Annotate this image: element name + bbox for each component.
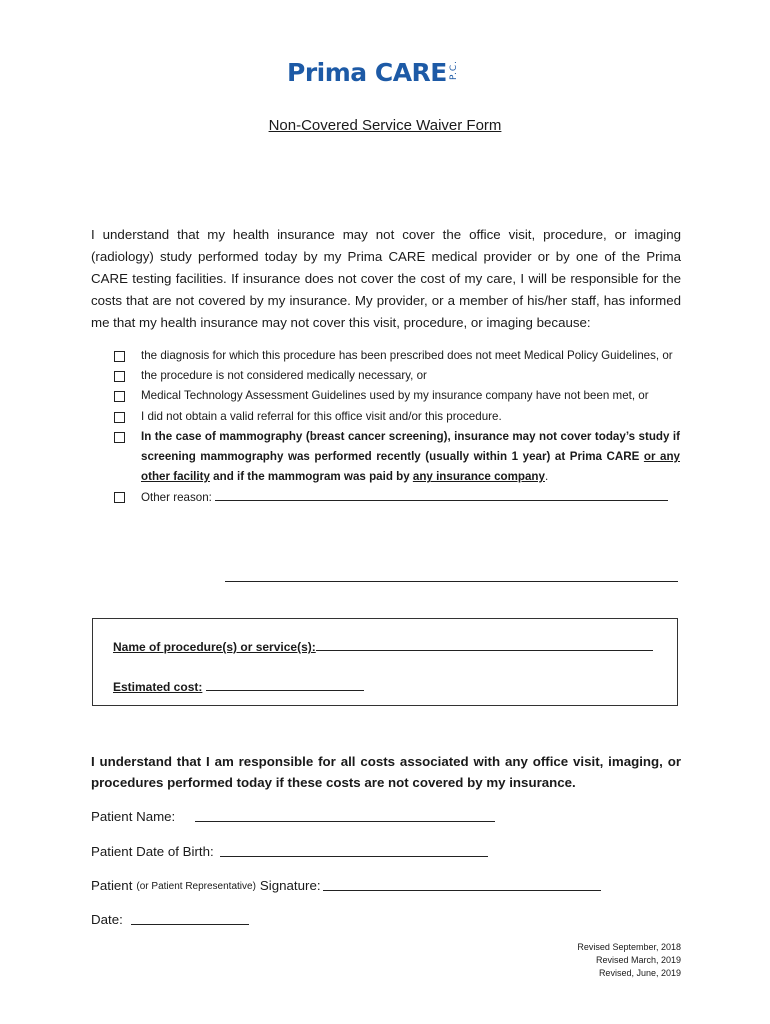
reason-item-other: [114, 487, 680, 508]
signature-label-b: (or Patient Representative): [136, 881, 256, 892]
reason-text: [141, 427, 680, 488]
reason-text: [141, 487, 680, 508]
cost-label: Estimated cost:: [113, 680, 203, 694]
mammo-text-1: In the case of mammography (breast cancer screening), insurance may not cover today’s study if screening mammography was performed recently (usually within 1 year) at Prima CARE: [141, 429, 680, 464]
procedure-box: [92, 618, 678, 706]
reason-item: [114, 346, 680, 366]
prima-care-logo: [287, 56, 459, 92]
signature-line[interactable]: [323, 889, 601, 891]
reason-checkbox[interactable]: [114, 391, 125, 402]
mammo-text-5: .: [544, 470, 549, 484]
reason-item: [114, 407, 680, 427]
other-reason-label: Other reason:: [141, 491, 212, 505]
reason-checkbox[interactable]: [114, 371, 125, 382]
dob-line[interactable]: [220, 855, 488, 857]
revision-line: Revised, June, 2019: [598, 968, 681, 978]
date-line[interactable]: [131, 923, 249, 925]
other-reason-line[interactable]: [215, 487, 668, 501]
patient-name-field: [91, 809, 495, 824]
revision-line: Revised March, 2019: [595, 955, 681, 965]
reason-item: [114, 366, 680, 386]
revision-notes: [577, 941, 681, 980]
date-field: [91, 912, 249, 927]
logo-wordmark: Prima CARE: [287, 58, 447, 87]
patient-name-line[interactable]: [195, 820, 495, 822]
intro-paragraph: I understand that my health insurance may not cover the office visit, procedure, or imaging (radiology) study performed today by my Prima CARE medical provider or by one of the Prima CARE testing facilities. If insurance does not cover the cost of my care, I will be responsible for the costs that are not covered by my insurance. My provider, or a member of his/her staff, has informed me that my health insurance may not cover this visit, procedure, or imaging because:: [91, 227, 681, 330]
mammo-text-4: any insurance company: [412, 470, 545, 484]
reason-item: [114, 386, 680, 406]
mammo-text-3: and if the mammogram was paid by: [209, 470, 413, 484]
reason-checkbox[interactable]: [114, 492, 125, 503]
cost-line[interactable]: [206, 677, 364, 691]
reason-item-mammography: [114, 427, 680, 488]
revision-line: Revised September, 2018: [577, 942, 681, 952]
reason-text: the diagnosis for which this procedure has been prescribed does not meet Medical Policy Guidelines, or: [141, 349, 673, 362]
other-reason-continuation-line[interactable]: [225, 581, 678, 582]
signature-label-a: Patient: [91, 878, 133, 893]
procedure-label: Name of procedure(s) or service(s):: [113, 640, 316, 654]
responsibility-statement: I understand that I am responsible for all costs associated with any office visit, imaging, or procedures performed today if these costs are not covered by my insurance.: [91, 754, 681, 790]
signature-label-c: Signature:: [259, 878, 321, 893]
patient-name-label: Patient Name:: [91, 809, 176, 824]
signature-field: [91, 878, 601, 893]
dob-field: [91, 844, 488, 859]
cost-row: [113, 677, 364, 694]
procedure-row: [113, 637, 653, 654]
procedure-line[interactable]: [316, 637, 653, 651]
reason-checkbox[interactable]: [114, 432, 125, 443]
reason-list: [114, 346, 680, 509]
form-title: Non-Covered Service Waiver Form: [268, 117, 502, 134]
reason-text: the procedure is not considered medically necessary, or: [141, 369, 427, 383]
reason-text: I did not obtain a valid referral for this office visit and/or this procedure.: [141, 409, 502, 423]
reason-text: Medical Technology Assessment Guidelines used by my insurance company have not been met, or: [141, 389, 649, 403]
logo-suffix: P.C.: [448, 60, 459, 81]
reason-checkbox[interactable]: [114, 351, 125, 362]
dob-label: Patient Date of Birth:: [91, 844, 214, 859]
date-label: Date:: [91, 912, 123, 927]
mammo-text-2: or any other facility: [141, 450, 680, 484]
reason-checkbox[interactable]: [114, 412, 125, 423]
